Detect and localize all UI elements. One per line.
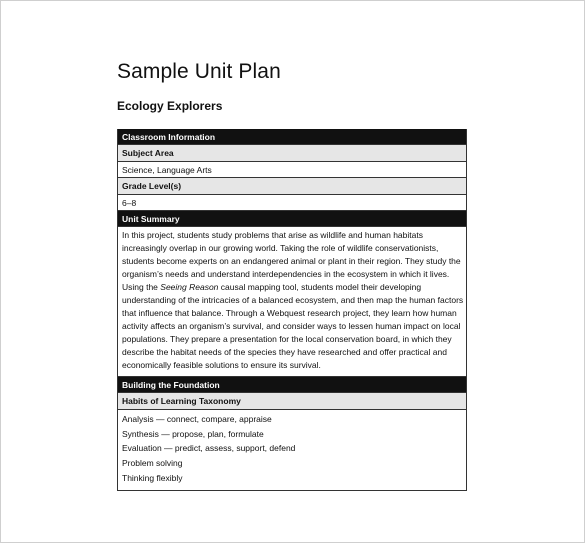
unit-summary-line: increasingly overlap in our growing world. Taking the role of wildlife conservationists, [122,243,439,253]
unit-plan-table [117,129,467,491]
section-header-classroom-information: Classroom Information [118,129,466,145]
list-item: Problem solving [122,458,183,469]
subject-area-label: Subject Area [118,145,466,162]
unit-summary-line [122,281,462,294]
list-item: Thinking flexibly [122,472,183,483]
subject-area-value: Science, Language Arts [118,162,466,178]
unit-summary-line-start: Using the [122,282,161,292]
unit-summary-line: activity affects an organism’s survival, and consider ways to lessen human impact on local [122,321,461,331]
unit-summary-text [118,227,466,377]
section-header-unit-summary: Unit Summary [118,211,466,227]
unit-summary-line: populations. They prepare a presentation for the local conservation board, in which they [122,334,452,344]
list-item: Evaluation — predict, assess, support, defend [122,443,296,454]
unit-summary-line: students become experts on an endangered animal or plant in their region. They study the [122,256,461,266]
unit-summary-line: describe the habitat needs of the species they have researched and offer practical and [122,347,447,357]
section-header-building-the-foundation: Building the Foundation [118,377,466,393]
grade-level-value: 6–8 [118,195,466,211]
habits-of-learning-label: Habits of Learning Taxonomy [118,393,466,410]
unit-summary-line-rest: causal mapping tool, students model their developing [218,282,422,292]
unit-summary-line: that influence that balance. Through a Webquest research project, they learn how human [122,308,457,318]
page-title: Sample Unit Plan [117,60,281,83]
unit-summary-line: In this project, students study problems that arise as wildlife and human habitats [122,230,423,240]
habits-of-learning-list [118,410,466,491]
page-subtitle: Ecology Explorers [117,99,223,113]
list-item: Analysis — connect, compare, appraise [122,414,272,424]
unit-summary-line: organism’s needs and understand interdependencies in the ecosystem in which it lives. [122,269,450,279]
grade-level-label: Grade Level(s) [118,178,466,195]
unit-summary-line: understanding of the intricacies of a balanced ecosystem, and then map the human factors [122,295,464,305]
list-item: Synthesis — propose, plan, formulate [122,428,264,439]
seeing-reason-tool-name: Seeing Reason [160,282,219,292]
unit-summary-line: economically feasible solutions to ensure its survival. [122,360,321,370]
